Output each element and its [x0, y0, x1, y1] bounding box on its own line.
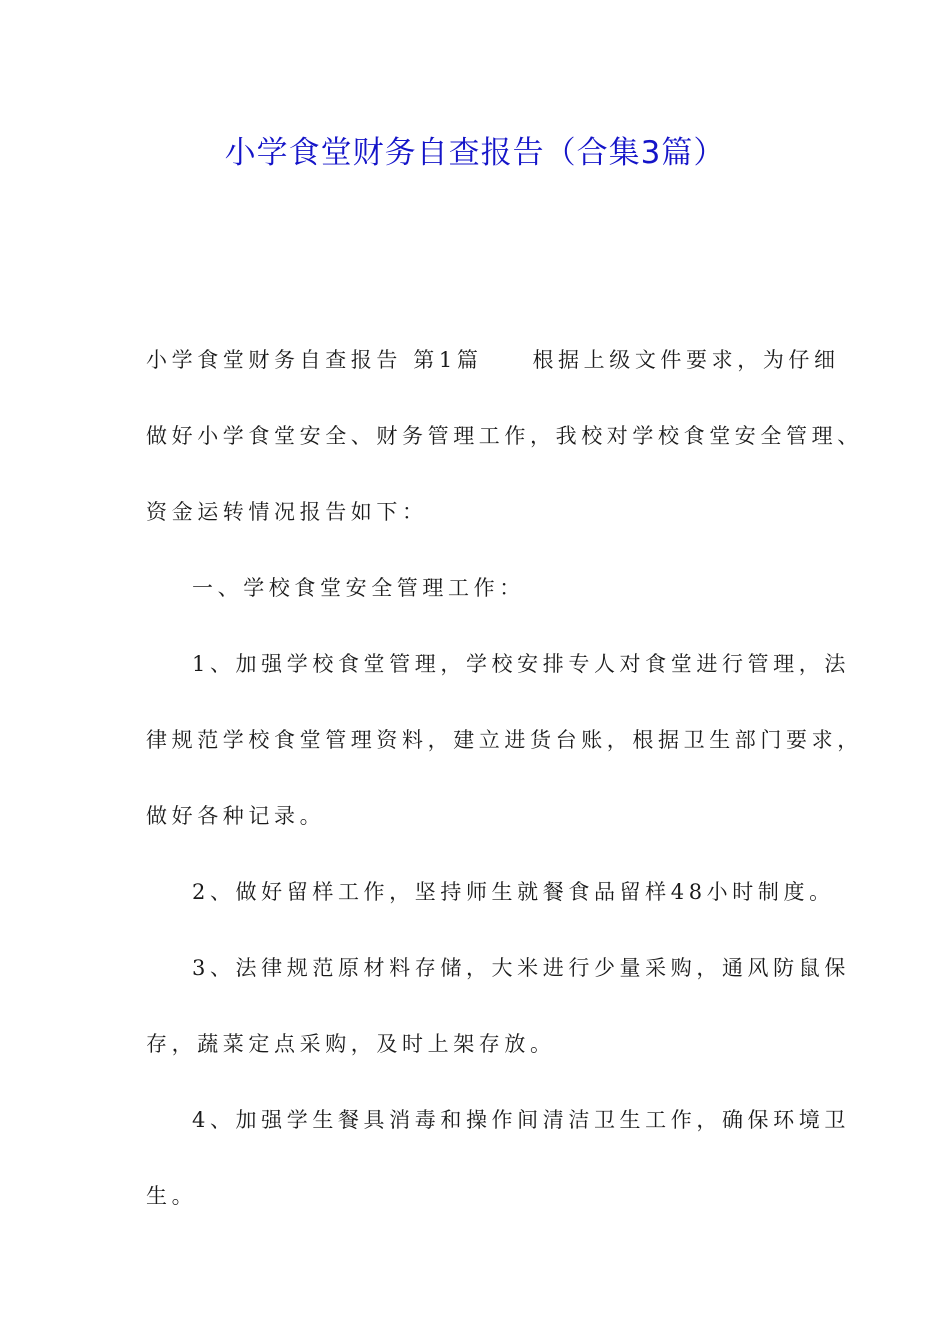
list-item-3-line-1: 3、法律规范原材料存储，大米进行少量采购，通风防鼠保: [192, 956, 850, 980]
paragraph-line-1: [146, 336, 840, 412]
list-item-4-line-1: 4、加强学生餐具消毒和操作间清洁卫生工作，确保环境卫: [192, 1108, 850, 1132]
document-title: 小学食堂财务自查报告（合集3篇）: [224, 135, 726, 171]
paragraph-line-3: 资金运转情况报告如下：: [146, 500, 428, 524]
list-item-4-line-2: 生。: [146, 1184, 198, 1208]
paragraph-text: 根据上级文件要求，为仔细: [532, 348, 840, 372]
list-item-1-line-3: 做好各种记录。: [146, 804, 326, 828]
section-heading: 一、学校食堂安全管理工作：: [192, 576, 525, 600]
list-item-1-line-1: 1、加强学校食堂管理，学校安排专人对食堂进行管理，法: [192, 652, 850, 676]
document-body: [146, 336, 863, 1248]
list-item-2: 2、做好留样工作，坚持师生就餐食品留样48小时制度。: [192, 880, 835, 904]
paragraph-line-2: 做好小学食堂安全、财务管理工作，我校对学校食堂安全管理、: [146, 424, 863, 448]
list-item-1-line-2: 律规范学校食堂管理资料，建立进货台账，根据卫生部门要求，: [146, 728, 863, 752]
section-heading-inline: 小学食堂财务自查报告 第1篇: [146, 348, 483, 372]
list-item-3-line-2: 存，蔬菜定点采购，及时上架存放。: [146, 1032, 556, 1056]
